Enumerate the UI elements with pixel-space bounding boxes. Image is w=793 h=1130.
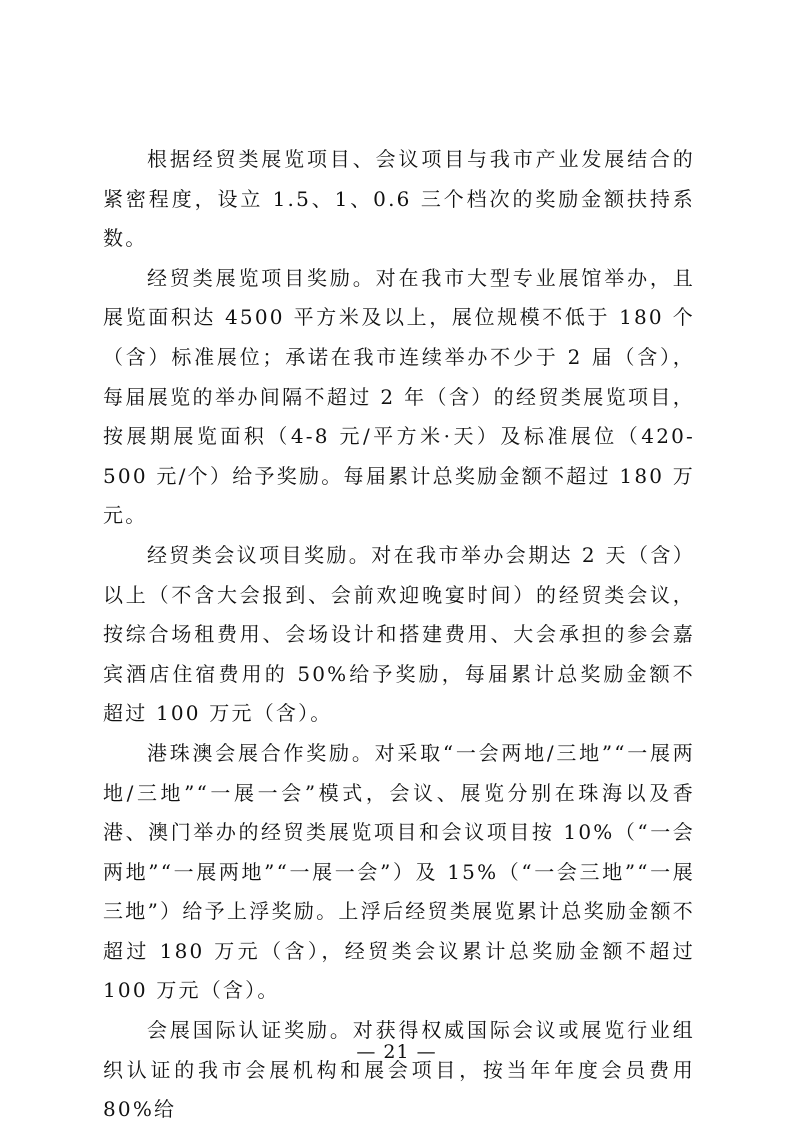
paragraph-international-certification-reward: 会展国际认证奖励。对获得权威国际会议或展览行业组织认证的我市会展机构和展会项目，按当年年度会员费用 80%给 [103,1018,695,1122]
paragraph-support-coefficient: 根据经贸类展览项目、会议项目与我市产业发展结合的紧密程度，设立 1.5、1、0.6 三个档次的奖励金额扶持系数。 [103,147,695,251]
paragraph-conference-reward: 经贸类会议项目奖励。对在我市举办会期达 2 天（含）以上（不含大会报到、会前欢迎晚宴时间）的经贸类会议，按综合场租费用、会场设计和搭建费用、大会承担的参会嘉宾酒店住宿费用的 50%给予奖励，每届累计总奖励金额不超过 100 万元（含）。 [103,542,695,726]
document-body [103,140,695,1130]
page-number: — 21 — [356,1041,437,1063]
paragraph-gba-cooperation-reward: 港珠澳会展合作奖励。对采取“一会两地/三地”“一展两地/三地”“一展一会”模式，会议、展览分别在珠海以及香港、澳门举办的经贸类展览项目和会议项目按 10%（“一会两地”“一展两地”“一展一会”）及 15%（“一会三地”“一展三地”）给予上浮奖励。上浮后经贸类展览累计总奖励金额不超过 180 万元（含），经贸类会议累计总奖励金额不超过 100 万元（含）。 [103,740,695,1003]
paragraph-exhibition-reward: 经贸类展览项目奖励。对在我市大型专业展馆举办，且展览面积达 4500 平方米及以上，展位规模不低于 180 个（含）标准展位；承诺在我市连续举办不少于 2 届（含），每届展览的举办间隔不超过 2 年（含）的经贸类展览项目，按展期展览面积（4-8 元/平方米·天）及标准展位（420-500 元/个）给予奖励。每届累计总奖励金额不超过 180 万元。 [103,265,695,528]
